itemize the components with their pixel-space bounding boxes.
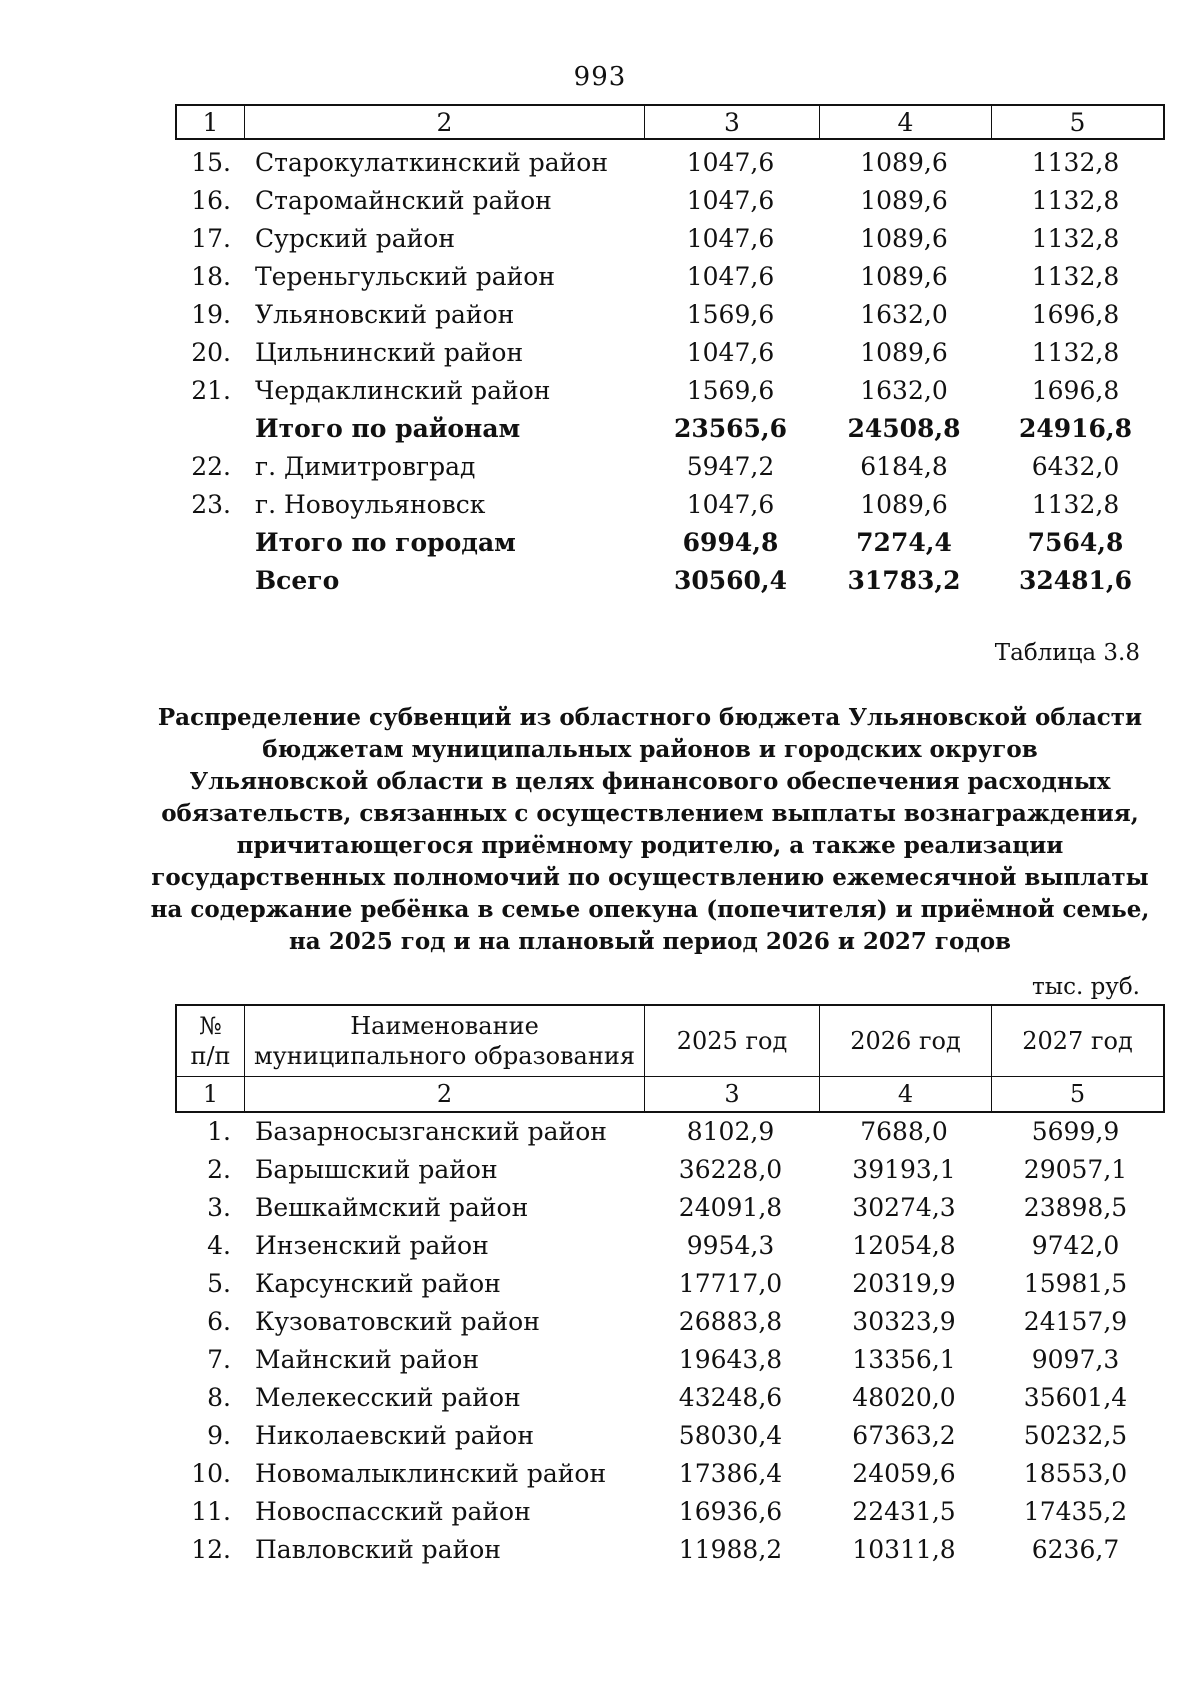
value-year-2: 31783,2 <box>847 565 961 595</box>
municipality-name: Ульяновский район <box>255 299 515 329</box>
header-number <box>177 1006 245 1076</box>
column-number: 1 <box>177 106 245 138</box>
header-number-line2: п/п <box>190 1042 231 1070</box>
value-year-2: 1089,6 <box>860 337 948 367</box>
value-year-1: 1047,6 <box>686 223 775 253</box>
value-year-1: 11988,2 <box>678 1534 783 1564</box>
value-year-1: 19643,8 <box>678 1344 783 1374</box>
header-name-line2: муниципального образования <box>254 1042 635 1070</box>
value-year-1: 30560,4 <box>673 565 788 595</box>
table-caption: Таблица 3.8 <box>994 640 1140 666</box>
value-year-1: 1047,6 <box>686 261 775 291</box>
value-year-2: 1632,0 <box>860 375 948 405</box>
row-number: 10. <box>191 1458 231 1488</box>
title-line: на содержание ребёнка в семье опекуна (попечителя) и приёмной семье, <box>150 896 1150 923</box>
row-number: 2. <box>207 1154 231 1184</box>
value-year-3: 1132,8 <box>1031 185 1120 215</box>
value-year-2: 67363,2 <box>852 1420 956 1450</box>
column-number: 5 <box>1069 107 1086 137</box>
value-year-2: 24508,8 <box>847 413 961 443</box>
row-number: 17. <box>191 223 231 253</box>
row-number: 15. <box>191 147 231 177</box>
value-year-3: 9097,3 <box>1031 1344 1120 1374</box>
value-year-1: 17717,0 <box>678 1268 783 1298</box>
row-number: 7. <box>207 1344 231 1374</box>
value-year-1: 26883,8 <box>678 1306 783 1336</box>
column-number: 2 <box>245 1077 645 1111</box>
value-year-3: 1696,8 <box>1031 375 1120 405</box>
value-year-2: 48020,0 <box>852 1382 956 1412</box>
value-year-2: 39193,1 <box>852 1154 956 1184</box>
total-row <box>175 523 1165 561</box>
title-line: бюджетам муниципальных районов и городских округов <box>262 736 1038 763</box>
municipality-name: Базарносызганский район <box>255 1116 607 1146</box>
value-year-2: 1632,0 <box>860 299 948 329</box>
value-year-2: 13356,1 <box>852 1344 956 1374</box>
table-title <box>150 702 1150 958</box>
table-row <box>175 1302 1165 1340</box>
column-number: 2 <box>245 106 645 138</box>
units-label: тыс. руб. <box>1032 974 1140 1000</box>
value-year-1: 9954,3 <box>686 1230 775 1260</box>
title-line: государственных полномочий по осуществлению ежемесячной выплаты <box>151 864 1149 891</box>
value-year-2: 30274,3 <box>852 1192 956 1222</box>
table-row <box>175 1530 1165 1568</box>
row-number: 22. <box>191 451 231 481</box>
municipality-name: г. Новоульяновск <box>255 489 486 519</box>
table-row <box>175 143 1165 181</box>
value-year-3: 5699,9 <box>1031 1116 1120 1146</box>
title-line: причитающегося приёмному родителю, а также реализации <box>236 832 1064 859</box>
municipality-name: Итого по городам <box>255 527 516 557</box>
value-year-2: 1089,6 <box>860 261 948 291</box>
value-year-2: 1089,6 <box>860 489 948 519</box>
header-2025: 2025 год <box>645 1006 820 1076</box>
row-number: 12. <box>191 1534 231 1564</box>
table-row <box>175 371 1165 409</box>
header-2027: 2027 год <box>1022 1027 1133 1055</box>
title-line: обязательств, связанных с осуществлением выплаты вознаграждения, <box>161 800 1139 827</box>
value-year-1: 1569,6 <box>686 375 775 405</box>
value-year-2: 1089,6 <box>860 147 948 177</box>
value-year-3: 1696,8 <box>1031 299 1120 329</box>
row-number: 19. <box>191 299 231 329</box>
table-row <box>175 1226 1165 1264</box>
value-year-1: 58030,4 <box>678 1420 783 1450</box>
municipality-name: Майнский район <box>255 1344 480 1374</box>
table-row <box>175 1454 1165 1492</box>
value-year-3: 18553,0 <box>1023 1458 1128 1488</box>
table-row <box>175 181 1165 219</box>
value-year-3: 1132,8 <box>1031 223 1120 253</box>
municipality-name: Чердаклинский район <box>255 375 551 405</box>
value-year-3: 32481,6 <box>1018 565 1133 595</box>
row-number: 1. <box>207 1116 231 1146</box>
municipality-name: Мелекесский район <box>255 1382 521 1412</box>
table-row <box>175 1112 1165 1150</box>
column-number: 5 <box>1069 1080 1086 1108</box>
value-year-2: 1089,6 <box>860 185 948 215</box>
table-row <box>175 1188 1165 1226</box>
row-number: 3. <box>207 1192 231 1222</box>
total-row <box>175 561 1165 599</box>
municipality-name: Сурский район <box>255 223 456 253</box>
value-year-1: 8102,9 <box>686 1116 775 1146</box>
value-year-2: 30323,9 <box>852 1306 956 1336</box>
municipality-name: Кузоватовский район <box>255 1306 540 1336</box>
column-number: 3 <box>645 1077 820 1111</box>
table-row <box>175 1416 1165 1454</box>
header-number-line1: № <box>199 1012 222 1040</box>
municipality-name: Всего <box>255 565 340 595</box>
value-year-3: 6432,0 <box>1031 451 1120 481</box>
column-number: 4 <box>820 1077 992 1111</box>
value-year-1: 1047,6 <box>686 185 775 215</box>
value-year-3: 24916,8 <box>1018 413 1133 443</box>
municipality-name: Николаевский район <box>255 1420 534 1450</box>
value-year-3: 15981,5 <box>1023 1268 1128 1298</box>
table-row <box>175 1340 1165 1378</box>
value-year-2: 1089,6 <box>860 223 948 253</box>
table-row <box>175 295 1165 333</box>
municipality-name: Новомалыклинский район <box>255 1458 607 1488</box>
value-year-2: 24059,6 <box>852 1458 956 1488</box>
table-row <box>175 219 1165 257</box>
value-year-3: 23898,5 <box>1023 1192 1128 1222</box>
table-row <box>175 257 1165 295</box>
municipality-name: Тереньгульский район <box>255 261 556 291</box>
title-line: Распределение субвенций из областного бюджета Ульяновской области <box>157 704 1143 731</box>
title-line: на 2025 год и на плановый период 2026 и 2027 годов <box>288 928 1012 955</box>
row-number: 20. <box>191 337 231 367</box>
value-year-3: 29057,1 <box>1023 1154 1128 1184</box>
value-year-3: 1132,8 <box>1031 147 1120 177</box>
top-table-body <box>175 143 1165 599</box>
header-name <box>245 1006 645 1076</box>
value-year-3: 35601,4 <box>1023 1382 1128 1412</box>
value-year-2: 12054,8 <box>852 1230 956 1260</box>
municipality-name: Старомайнский район <box>255 185 552 215</box>
table-row <box>175 447 1165 485</box>
bottom-table-body <box>175 1112 1165 1568</box>
title-line: Ульяновской области в целях финансового обеспечения расходных <box>189 768 1111 795</box>
municipality-name: Вешкаймский район <box>255 1192 529 1222</box>
value-year-1: 17386,4 <box>678 1458 783 1488</box>
table-row <box>175 485 1165 523</box>
value-year-3: 17435,2 <box>1023 1496 1128 1526</box>
row-number: 18. <box>191 261 231 291</box>
municipality-name: Карсунский район <box>255 1268 501 1298</box>
row-number: 11. <box>191 1496 231 1526</box>
row-number: 6. <box>207 1306 231 1336</box>
table-row <box>175 1492 1165 1530</box>
value-year-1: 5947,2 <box>686 451 775 481</box>
column-number: 4 <box>820 106 992 138</box>
municipality-name: Старокулаткинский район <box>255 147 609 177</box>
column-number: 3 <box>645 106 820 138</box>
value-year-1: 1047,6 <box>686 337 775 367</box>
value-year-3: 24157,9 <box>1023 1306 1128 1336</box>
value-year-1: 23565,6 <box>673 413 788 443</box>
municipality-name: г. Димитровград <box>255 451 476 481</box>
municipality-name: Павловский район <box>255 1534 501 1564</box>
value-year-3: 6236,7 <box>1031 1534 1120 1564</box>
value-year-1: 1047,6 <box>686 147 775 177</box>
value-year-1: 36228,0 <box>678 1154 783 1184</box>
page-number: 993 <box>573 62 627 92</box>
municipality-name: Барышский район <box>255 1154 498 1184</box>
table-row <box>175 333 1165 371</box>
row-number: 23. <box>191 489 231 519</box>
column-number: 1 <box>177 1077 245 1111</box>
table-row <box>175 1378 1165 1416</box>
header-name-line1: Наименование <box>350 1012 539 1040</box>
municipality-name: Инзенский район <box>255 1230 489 1260</box>
value-year-3: 1132,8 <box>1031 489 1120 519</box>
value-year-3: 7564,8 <box>1027 527 1124 557</box>
table-row <box>175 1264 1165 1302</box>
value-year-3: 50232,5 <box>1023 1420 1128 1450</box>
row-number: 21. <box>191 375 231 405</box>
header-2026: 2026 год <box>820 1006 992 1076</box>
municipality-name: Цильнинский район <box>255 337 524 367</box>
municipality-name: Итого по районам <box>255 413 521 443</box>
top-table-column-numbers <box>175 104 1165 140</box>
value-year-2: 7688,0 <box>860 1116 948 1146</box>
row-number: 9. <box>207 1420 231 1450</box>
value-year-1: 43248,6 <box>678 1382 783 1412</box>
value-year-2: 6184,8 <box>860 451 948 481</box>
row-number: 5. <box>207 1268 231 1298</box>
value-year-1: 1047,6 <box>686 489 775 519</box>
row-number: 16. <box>191 185 231 215</box>
row-number: 4. <box>207 1230 231 1260</box>
row-number: 8. <box>207 1382 231 1412</box>
value-year-1: 1569,6 <box>686 299 775 329</box>
value-year-1: 24091,8 <box>678 1192 783 1222</box>
value-year-2: 22431,5 <box>852 1496 956 1526</box>
value-year-3: 9742,0 <box>1031 1230 1120 1260</box>
value-year-2: 20319,9 <box>852 1268 956 1298</box>
value-year-1: 6994,8 <box>682 527 779 557</box>
value-year-2: 10311,8 <box>852 1534 956 1564</box>
value-year-2: 7274,4 <box>856 527 952 557</box>
value-year-1: 16936,6 <box>678 1496 783 1526</box>
bottom-table-header <box>175 1004 1165 1113</box>
municipality-name: Новоспасский район <box>255 1496 531 1526</box>
value-year-3: 1132,8 <box>1031 261 1120 291</box>
total-row <box>175 409 1165 447</box>
table-row <box>175 1150 1165 1188</box>
value-year-3: 1132,8 <box>1031 337 1120 367</box>
